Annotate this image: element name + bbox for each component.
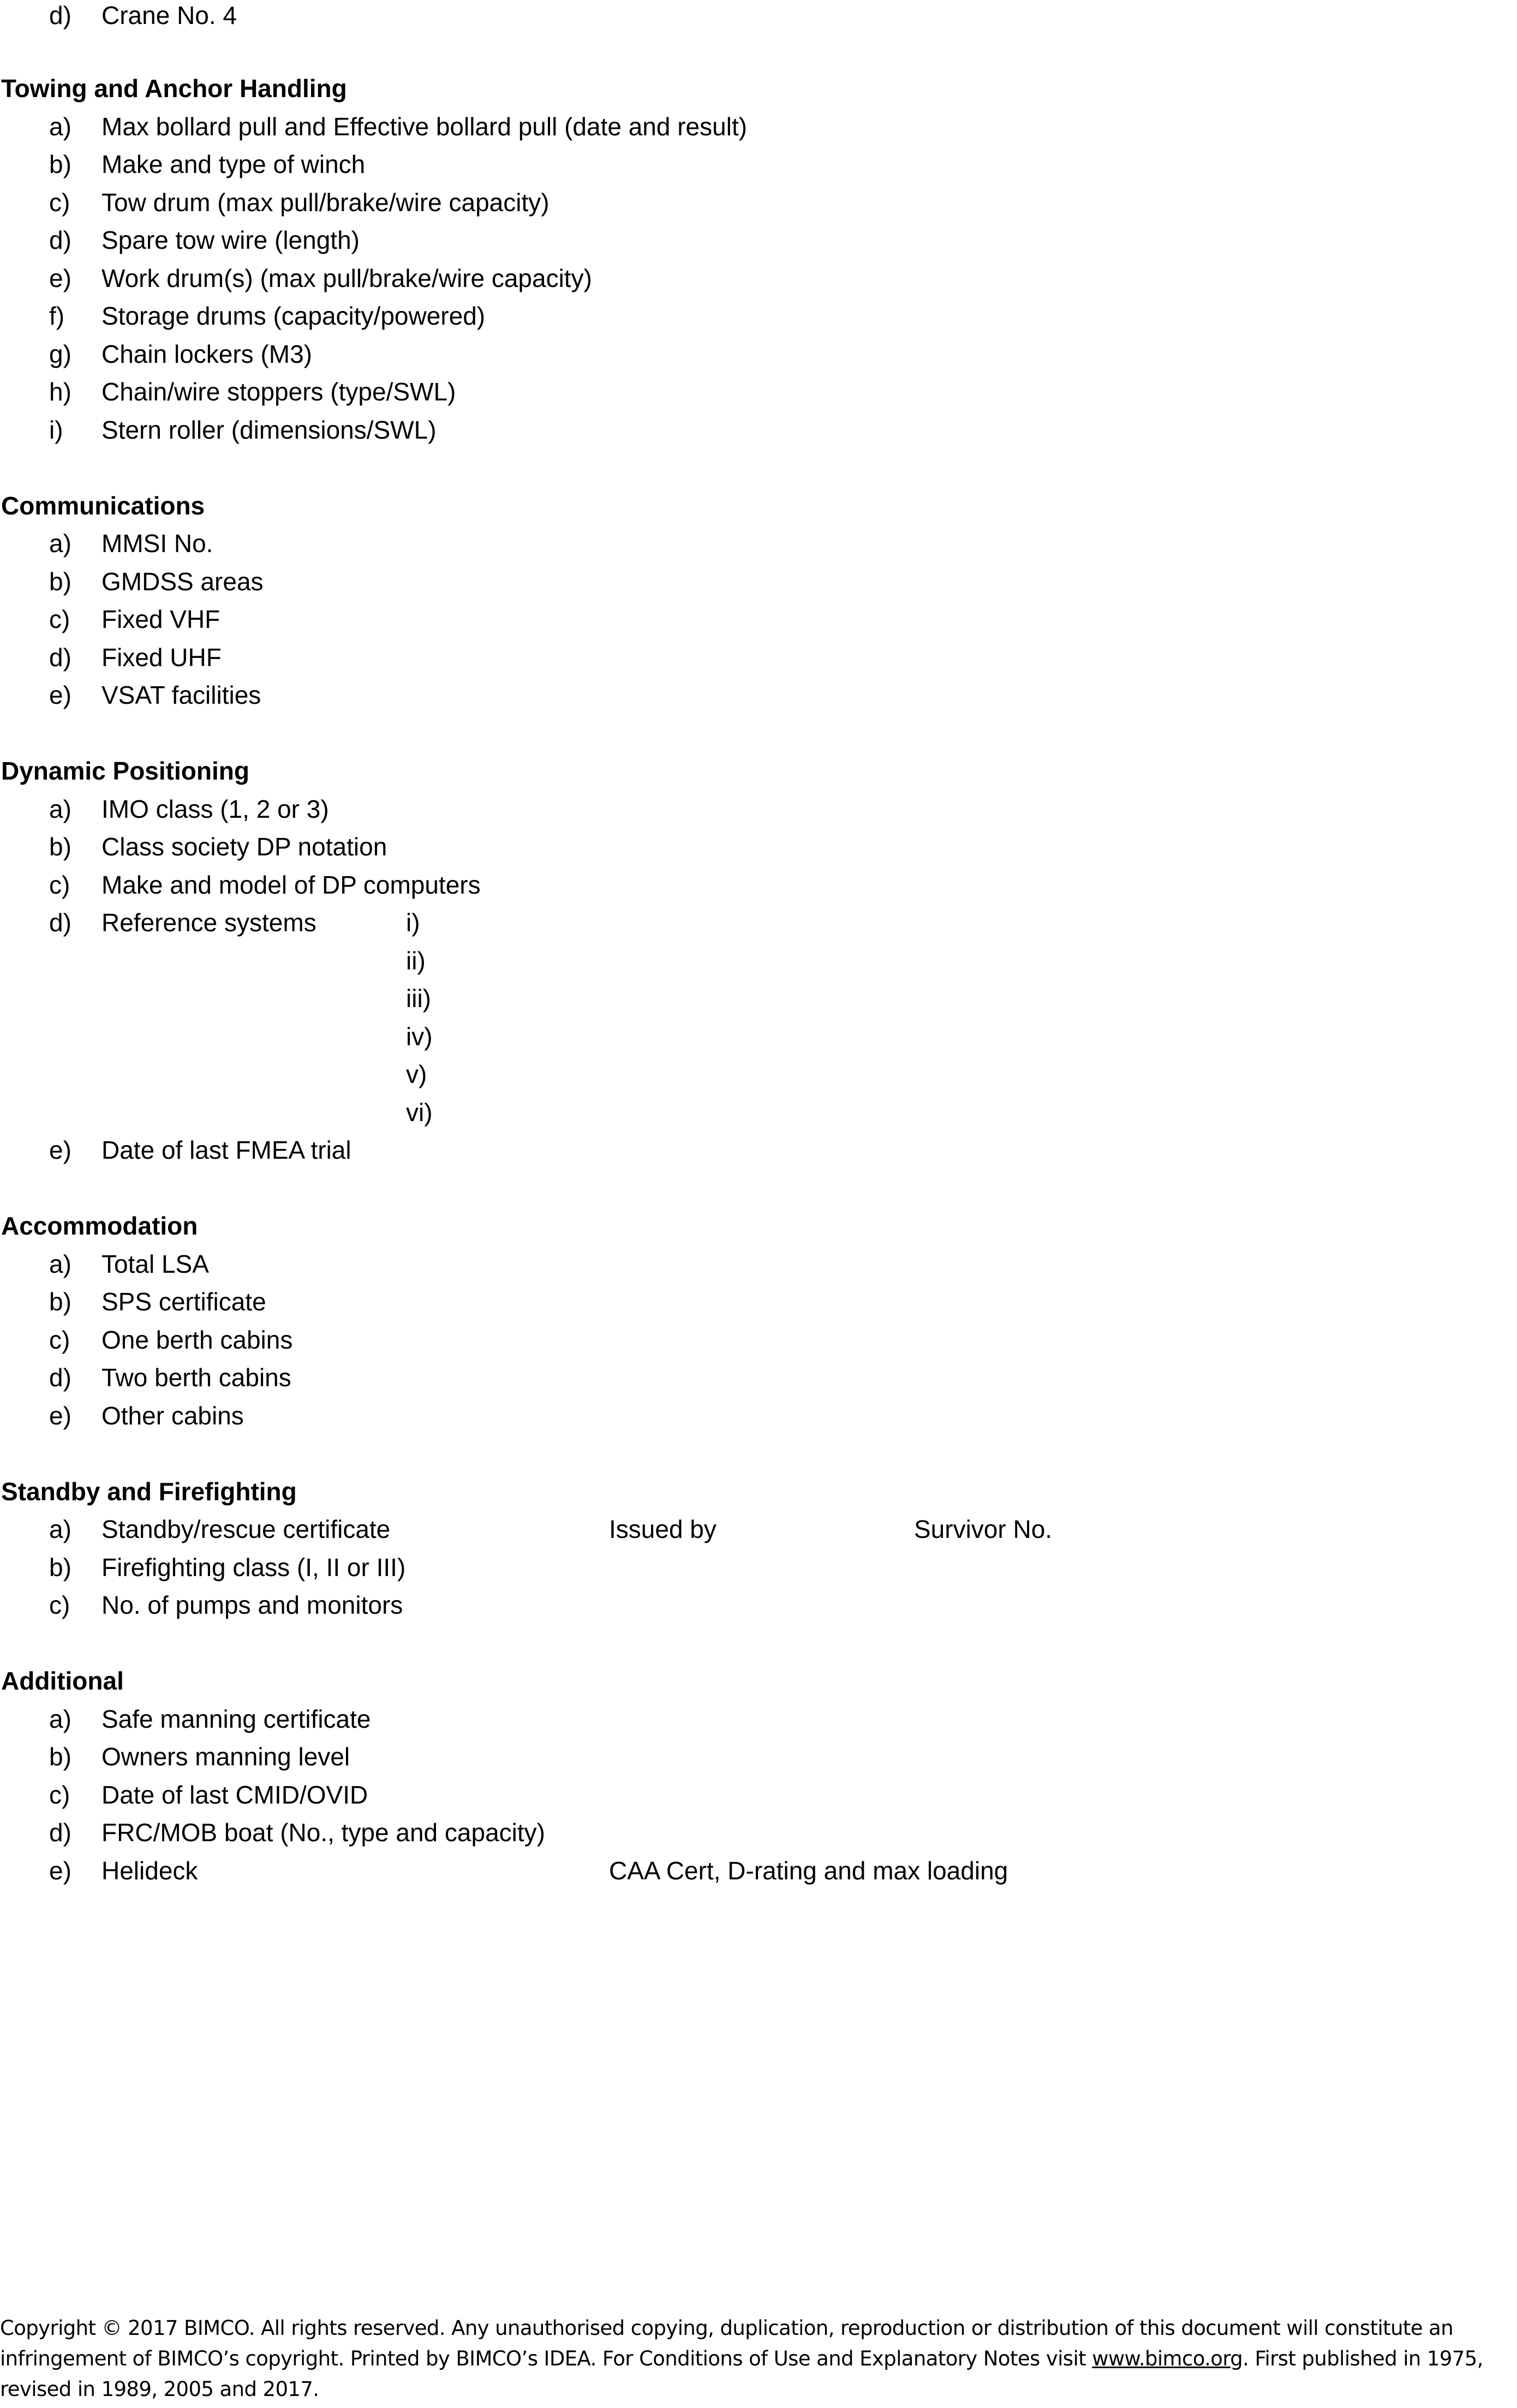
item-label: b) (49, 150, 71, 178)
section-heading-accommodation: Accommodation (1, 1212, 198, 1240)
item-text: Fixed VHF (101, 605, 220, 633)
section-heading-communications: Communications (1, 492, 205, 520)
survivor-no-label: Survivor No. (914, 1515, 1053, 1543)
section-heading-additional: Additional (1, 1667, 124, 1695)
item-text: Crane No. 4 (101, 1, 237, 29)
item-text: Make and type of winch (101, 150, 366, 178)
item-text: Date of last CMID/OVID (101, 1781, 368, 1809)
bimco-website-link[interactable]: www.bimco.org (1092, 2347, 1243, 2370)
item-text: GMDSS areas (101, 567, 264, 596)
item-label: c) (49, 1591, 70, 1619)
item-label: d) (49, 226, 71, 254)
item-label: e) (49, 681, 71, 709)
item-label: b) (49, 1553, 71, 1582)
item-text: IMO class (1, 2 or 3) (101, 795, 329, 823)
reference-subitem: i) (406, 908, 420, 937)
item-label: b) (49, 567, 71, 596)
item-label: b) (49, 832, 71, 861)
item-label: d) (49, 1363, 71, 1392)
item-label: f) (49, 302, 65, 330)
item-label: e) (49, 1856, 71, 1885)
item-label: a) (49, 529, 71, 558)
item-text: Storage drums (capacity/powered) (101, 302, 486, 330)
item-label: c) (49, 871, 70, 899)
item-text: MMSI No. (101, 529, 213, 558)
item-label: c) (49, 1781, 70, 1809)
item-text: Standby/rescue certificate (101, 1515, 391, 1543)
item-label: g) (49, 340, 71, 368)
item-label: a) (49, 795, 71, 823)
section-heading-dynamic-positioning: Dynamic Positioning (1, 757, 249, 785)
item-label: b) (49, 1287, 71, 1316)
copyright-footer (0, 2313, 1517, 2405)
reference-subitem: vi) (406, 1098, 433, 1127)
item-text: Helideck (101, 1856, 198, 1885)
item-text: Chain/wire stoppers (type/SWL) (101, 378, 456, 406)
helideck-details-label: CAA Cert, D-rating and max loading (609, 1856, 1008, 1885)
item-label: e) (49, 1401, 71, 1430)
item-text: Owners manning level (101, 1742, 350, 1771)
issued-by-label: Issued by (609, 1515, 716, 1543)
reference-subitem: iii) (406, 984, 431, 1013)
item-text: Stern roller (dimensions/SWL) (101, 416, 437, 444)
item-text: VSAT facilities (101, 681, 261, 709)
item-label: b) (49, 1742, 71, 1771)
footer-text-start: Copyright © 2017 BIMCO. All rights reserved. Any unauthorised copying, duplication, reproduction or distribution of this document will constitute an infringement of BIMCO’s copyright. Printed by BIMCO’s IDEA. For Conditions of Use and Explanatory Notes visit (0, 2316, 1454, 2370)
item-label: c) (49, 605, 70, 633)
item-label: a) (49, 1515, 71, 1543)
item-text: Max bollard pull and Effective bollard pull (date and result) (101, 112, 748, 141)
item-text: One berth cabins (101, 1326, 293, 1354)
item-label: a) (49, 112, 71, 141)
item-label: a) (49, 1250, 71, 1278)
item-label: i) (49, 416, 63, 444)
item-text: Two berth cabins (101, 1363, 291, 1392)
item-text: Work drum(s) (max pull/brake/wire capacity) (101, 264, 592, 292)
item-text: No. of pumps and monitors (101, 1591, 403, 1619)
item-label: c) (49, 1326, 70, 1354)
item-text: SPS certificate (101, 1287, 266, 1316)
item-label: e) (49, 264, 71, 292)
item-label: e) (49, 1136, 71, 1164)
item-text: Make and model of DP computers (101, 871, 481, 899)
item-text: Class society DP notation (101, 832, 387, 861)
item-text: Reference systems (101, 908, 316, 937)
item-label: a) (49, 1705, 71, 1733)
item-label: d) (49, 1, 71, 29)
item-text: FRC/MOB boat (No., type and capacity) (101, 1818, 545, 1847)
footer-text-end: . First published in 1975, revised in 1989, 2005 and 2017. (0, 2347, 1483, 2401)
item-text: Tow drum (max pull/brake/wire capacity) (101, 188, 550, 217)
item-text: Total LSA (101, 1250, 209, 1278)
item-text: Firefighting class (I, II or III) (101, 1553, 406, 1582)
item-label: h) (49, 378, 71, 406)
item-text: Fixed UHF (101, 643, 222, 672)
item-text: Date of last FMEA trial (101, 1136, 351, 1164)
item-text: Chain lockers (M3) (101, 340, 312, 368)
item-label: c) (49, 188, 70, 217)
reference-subitem: iv) (406, 1022, 433, 1051)
reference-subitem: v) (406, 1060, 427, 1088)
item-label: d) (49, 1818, 71, 1847)
item-label: d) (49, 643, 71, 672)
item-text: Other cabins (101, 1401, 244, 1430)
reference-subitem: ii) (406, 947, 426, 975)
item-text: Spare tow wire (length) (101, 226, 360, 254)
item-text: Safe manning certificate (101, 1705, 371, 1733)
section-heading-towing: Towing and Anchor Handling (1, 74, 347, 103)
section-heading-standby-firefighting: Standby and Firefighting (1, 1477, 297, 1506)
item-label: d) (49, 908, 71, 937)
